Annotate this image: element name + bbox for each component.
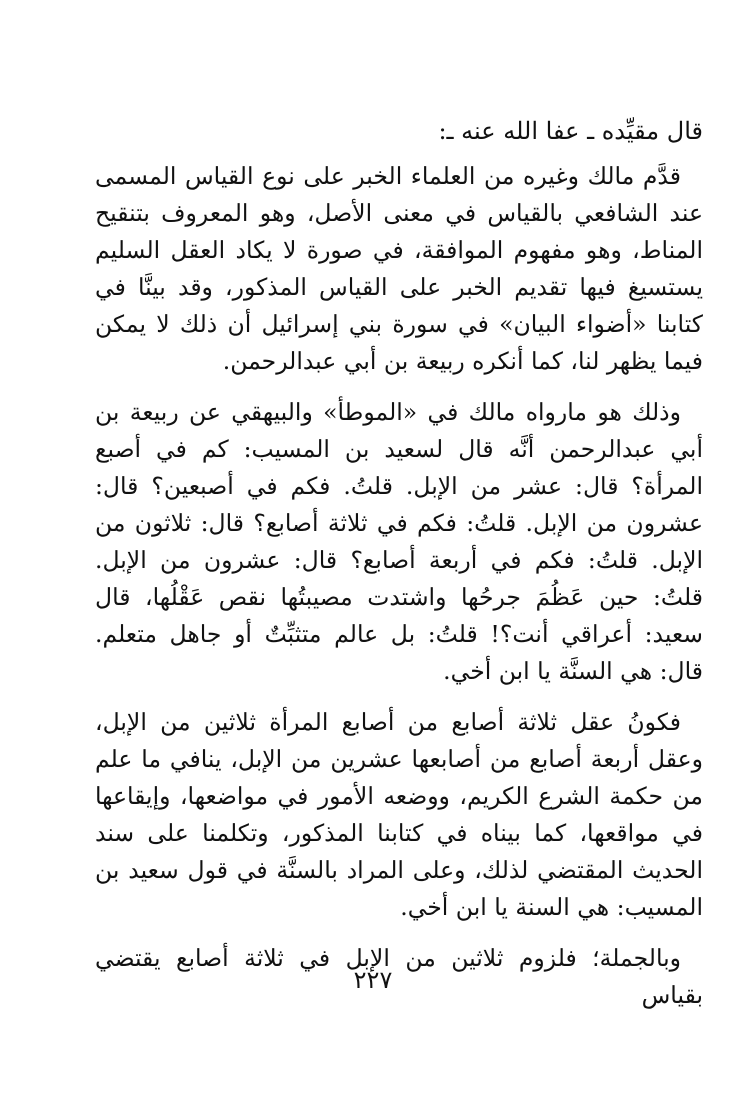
paragraph-1: قدَّم مالك وغيره من العلماء الخبر على نوع القياس المسمى عند الشافعي بالقياس في معنى الأصل، وهو المعروف بتنقيح المناط، وهو مفهوم الموافقة، في صورة لا يكاد العقل السليم يستسيغ فيها تقديم الخبر على القياس المذكور، وقد بينَّا في كتابنا «أضواء البيان» في سورة بني إسرائيل أن ذلك لا يمكن فيما يظهر لنا، كما أنكره ربيعة بن أبي عبدالرحمن. [95, 162, 703, 375]
page-body [95, 158, 703, 1014]
paragraph-3: فكونُ عقل ثلاثة أصابع من أصابع المرأة ثلاثين من الإبل، وعقل أربعة أصابع من أصابعها عشرين من الإبل، ينافي ما علم من حكمة الشرع الكريم، ووضعه الأمور في مواضعها، وإيقاعها في مواقعها، كما بيناه في كتابنا المذكور، وتكلمنا على سند الحديث المقتضي لذلك، وعلى المراد بالسنَّة في قول سعيد بن المسيب: هي السنة يا ابن أخي. [95, 708, 703, 921]
section-heading: قال مقيِّده ـ عفا الله عنه ـ: [438, 117, 703, 145]
page-number: ٢٢٧ [353, 966, 393, 994]
paragraph-4: وبالجملة؛ فلزوم ثلاثين من الإبل في ثلاثة أصابع يقتضي بقياس [95, 944, 703, 1009]
paragraph-2: وذلك هو مارواه مالك في «الموطأ» والبيهقي عن ربيعة بن أبي عبدالرحمن أنَّه قال لسعيد بن المسيب: كم في أصبع المرأة؟ قال: عشر من الإبل. قلتُ. فكم في أصبعين؟ قال: عشرون من الإبل. قلتُ: فكم في ثلاثة أصابع؟ قال: ثلاثون من الإبل. قلتُ: فكم في أربعة أصابع؟ قال: عشرون من الإبل. قلتُ: حين عَظُمَ جرحُها واشتدت مصيبتُها نقص عَقْلُها، قال سعيد: أعراقي أنت؟! قلتُ: بل عالم متثبِّتٌ أو جاهل متعلم. قال: هي السنَّة يا ابن أخي. [95, 398, 703, 685]
